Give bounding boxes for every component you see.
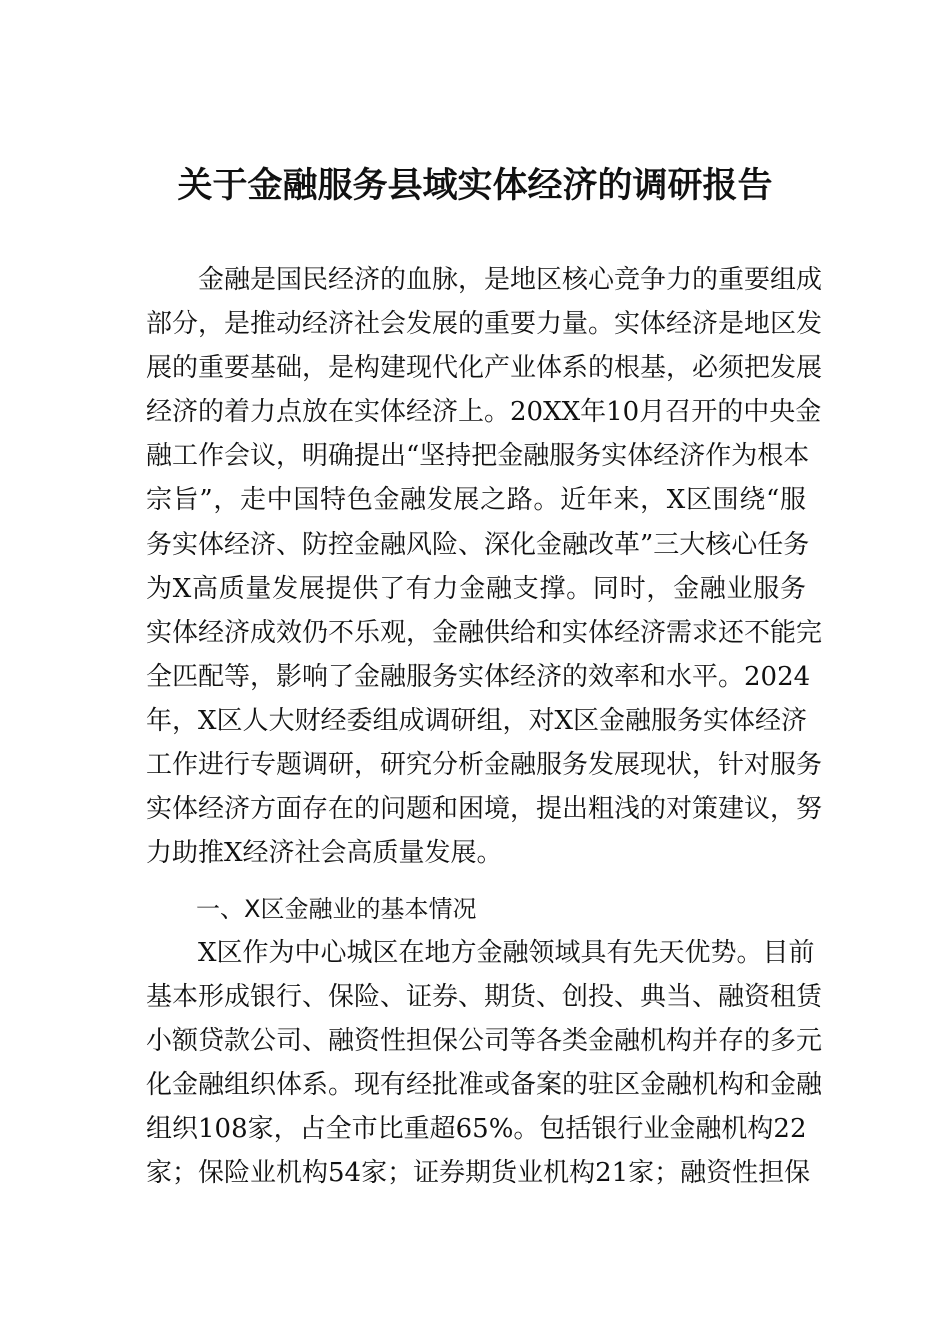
text-line: 基本形成银行、保险、证券、期货、创投、典当、融资租赁 — [146, 982, 823, 1013]
text-line: 经济的着力点放在实体经济上。20XX年10月召开的中央金 — [146, 397, 822, 428]
text-line: 融工作会议，明确提出“坚持把金融服务实体经济作为根本 — [146, 441, 810, 472]
text-line: 展的重要基础，是构建现代化产业体系的根基，必须把发展 — [146, 353, 823, 384]
text-line: 工作进行专题调研，研究分析金融服务发展现状，针对服务 — [146, 750, 823, 781]
text-line: 家；保险业机构54家；证券期货业机构21家；融资性担保 — [146, 1158, 811, 1189]
body-paragraph-basic-situation — [146, 931, 823, 1196]
text-line: 实体经济方面存在的问题和困境，提出粗浅的对策建议，努 — [146, 794, 823, 825]
text-line: 为X高质量发展提供了有力金融支撑。同时，金融业服务 — [146, 573, 806, 604]
text-line: 宗旨”，走中国特色金融发展之路。近年来，X区围绕“服 — [146, 485, 806, 516]
section-heading: 一、X区金融业的基本情况 — [196, 895, 477, 923]
text-line: 组织108家，占全市比重超65%。包括银行业金融机构22 — [146, 1114, 807, 1145]
document-title: 关于金融服务县域实体经济的调研报告 — [177, 165, 773, 206]
text-line: 务实体经济、防控金融风险、深化金融改革”三大核心任务 — [146, 529, 810, 560]
text-line: 小额贷款公司、融资性担保公司等各类金融机构并存的多元 — [146, 1026, 823, 1057]
text-line: 化金融组织体系。现有经批准或备案的驻区金融机构和金融 — [146, 1070, 823, 1101]
text-line: 实体经济成效仍不乐观，金融供给和实体经济需求还不能完 — [146, 617, 823, 648]
text-line: 年，X区人大财经委组成调研组，对X区金融服务实体经济 — [146, 705, 808, 736]
text-line: 全匹配等，影响了金融服务实体经济的效率和水平。2024 — [146, 661, 811, 692]
text-line: 部分，是推动经济社会发展的重要力量。实体经济是地区发 — [146, 309, 823, 340]
text-line: 金融是国民经济的血脉，是地区核心竞争力的重要组成 — [198, 265, 823, 295]
text-line: 力助推X经济社会高质量发展。 — [146, 838, 503, 869]
text-line: X区作为中心城区在地方金融领域具有先天优势。目前 — [198, 938, 815, 968]
body-paragraph-intro — [146, 258, 823, 875]
